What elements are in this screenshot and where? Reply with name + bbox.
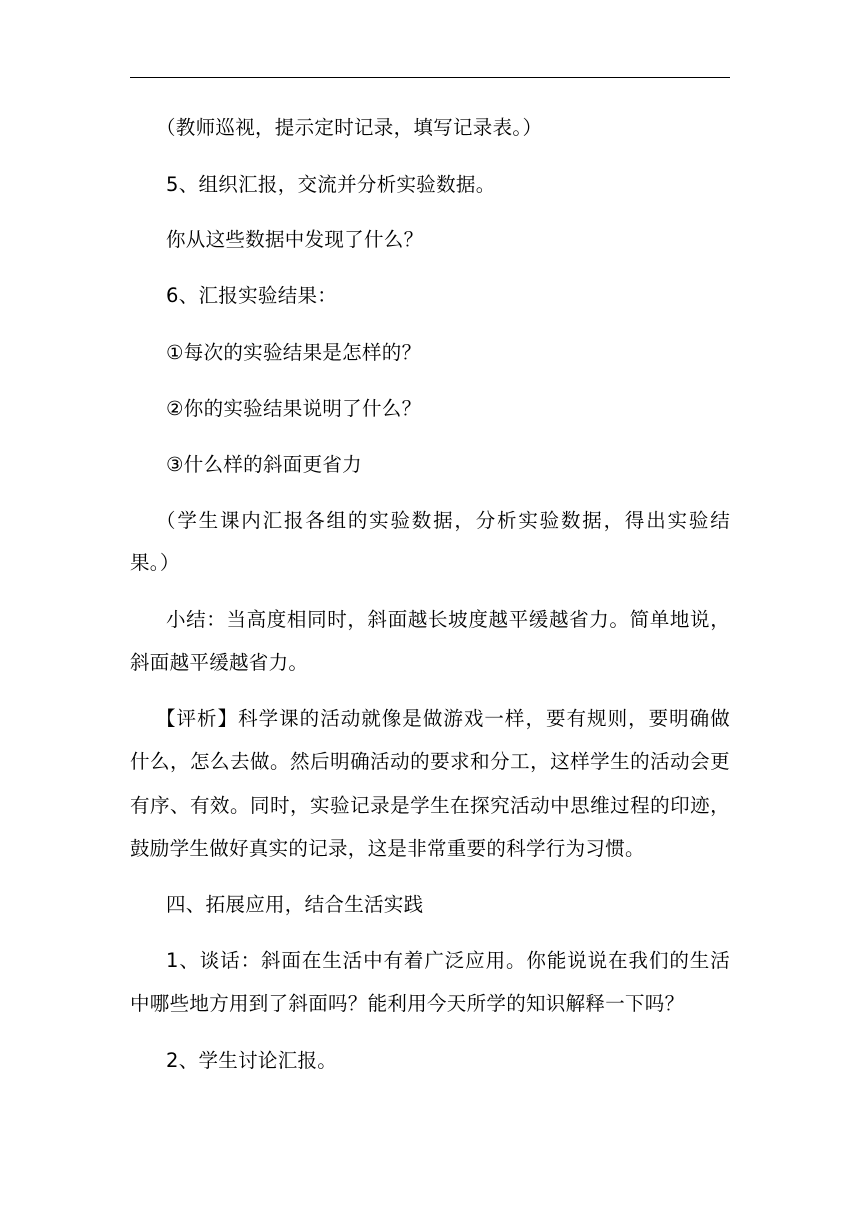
header-rule <box>130 77 730 78</box>
paragraph-teacher-note: （教师巡视，提示定时记录，填写记录表。） <box>156 116 543 139</box>
list-item-3: ③什么样的斜面更省力 <box>166 453 362 476</box>
paragraph-question: 你从这些数据中发现了什么？ <box>166 228 424 251</box>
paragraph-step-2: 2、学生讨论汇报。 <box>166 1049 338 1072</box>
section-heading-4: 四、拓展应用，结合生活实践 <box>166 893 424 916</box>
paragraph-step-6: 6、汇报实验结果： <box>166 284 338 307</box>
paragraph-student-report-line-1: （学生课内汇报各组的实验数据，分析实验数据，得出实验结 <box>156 509 730 532</box>
paragraph-talk-line-1: 1、谈话：斜面在生活中有着广泛应用。你能说说在我们的生活 <box>166 949 730 972</box>
paragraph-summary-line-2: 斜面越平缓越省力。 <box>130 651 309 674</box>
paragraph-talk-line-2: 中哪些地方用到了斜面吗？能利用今天所学的知识解释一下吗？ <box>130 992 685 1015</box>
list-item-1: ①每次的实验结果是怎样的？ <box>166 341 422 364</box>
paragraph-student-report-line-2: 果。） <box>130 551 180 574</box>
paragraph-commentary-line-2: 什么，怎么去做。然后明确活动的要求和分工，这样学生的活动会更 <box>130 750 730 773</box>
paragraph-summary-line-1: 小结：当高度相同时，斜面越长坡度越平缓越省力。简单地说， <box>166 608 730 631</box>
paragraph-commentary-line-3: 有序、有效。同时，实验记录是学生在探究活动中思维过程的印迹， <box>130 794 730 817</box>
paragraph-step-5: 5、组织汇报，交流并分析实验数据。 <box>166 173 496 196</box>
paragraph-commentary-line-1: 【评析】科学课的活动就像是做游戏一样，要有规则，要明确做 <box>156 707 730 730</box>
list-item-2: ②你的实验结果说明了什么？ <box>166 397 422 420</box>
paragraph-commentary-line-4: 鼓励学生做好真实的记录，这是非常重要的科学行为习惯。 <box>130 837 645 860</box>
